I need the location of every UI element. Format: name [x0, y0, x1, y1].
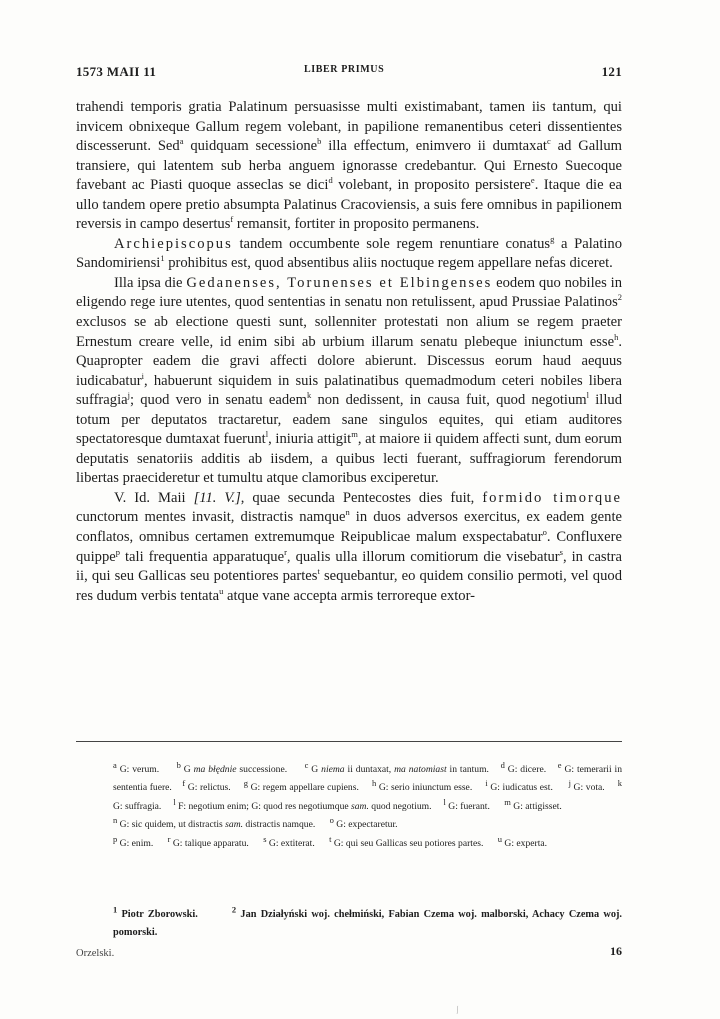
footnote-b: $^b$ G ma błędnie successione.	[176, 759, 288, 775]
footnote-marker: l	[586, 390, 590, 401]
footnote-g: $^g$ G: regem appellare cupiens.	[243, 778, 359, 794]
footnote-c: $^c$ G niema ii duntaxat, ma natomiast in tantum.	[304, 759, 489, 775]
reference-marker: 1	[160, 253, 165, 264]
footnote-t: $^t$ G: qui seu Gallicas seu potiores partes.	[329, 833, 484, 849]
footnote-marker: e	[530, 175, 535, 186]
signature-author: Orzelski.	[76, 948, 115, 959]
footnote-divider	[76, 741, 622, 742]
footnote-marker: h	[614, 331, 619, 342]
footnote-marker: k	[306, 390, 312, 401]
footnote-l: $^l$ F: negotium enim; G: quod res negotiumque sam. quod negotium.	[173, 796, 432, 812]
footnote-j: $^j$ G: vota.	[568, 778, 605, 794]
footnote-marker: t	[317, 566, 320, 577]
footnote-m: $^m$ G: attigisset.	[504, 796, 562, 812]
signature-line	[76, 944, 622, 962]
running-header	[76, 60, 622, 84]
footnote-f: $^f$ G: relictus.	[182, 778, 231, 794]
spaced-term: formido timorque	[482, 489, 622, 506]
footnote-p: $^p$ G: enim.	[113, 833, 154, 849]
footnote-l2: $^l$ G: fuerant.	[443, 796, 490, 812]
footnote-marker: p	[115, 546, 120, 557]
footnote-marker: f	[230, 214, 234, 225]
footnote-r: $^r$ G: talique apparatu.	[167, 833, 249, 849]
page-number: 121	[601, 64, 622, 79]
footnote-h: $^h$ G: serio iniunctum esse.	[371, 778, 473, 794]
footnote-d: $^d$ G: dicere.	[500, 759, 547, 775]
editorial-date: [11. V.]	[193, 489, 241, 506]
spaced-term: Archiepiscopus	[114, 235, 233, 252]
footnote-marker: b	[317, 136, 322, 147]
footnote-a: $^a$ G: verum.	[113, 759, 160, 775]
footnote-marker: l	[265, 429, 269, 440]
editorial-references	[113, 906, 622, 941]
paragraph-4: V. Id. Maii [11. V.], quae secunda Pentecostes dies fuit, formido timorque cunctorum mentes invasit, distractis namque$^n$ in duos adversos exercitus, ex eadem gente conflatos, omnibus certamen extremumque Reipublicae malum exspectabatur$^o$. Confluxere quippe$^p$ tali frequentia apparatuque$^r$, qualis ulla illorum comitiorum die visebatur$^s$, in castra ii, qui seu Gallicas seu potentiores partes$^t$ sequebantur, eo quidem consilio permoti, vel quod res dudum verbis tentata$^u$ atque vane accepta armis terroreque extor-	[76, 489, 623, 604]
paragraph-3: Illa ipsa die Gedanenses, Torunenses et Elbingenses eodem quo nobiles in eligendo rege iure utentes, quod sententias in senatu non retulissent, apud Prussiae Palatinos$^2$ exclusos se ab electione questi sunt, sollenniter protestati non alium se regem praeter Ernestum creare velle, id enim sibi ab urbium illarum senatu plebeque iniunctum esse$^h$. Quapropter eadem die gravi affecti dolore abierunt. Discessus eorum haud aequus iudicabatur$^i$, habuerunt siquidem in suis palatinatibus quemadmodum ceteri nobiles libera suffragia$^j$; quod vero in senatu eadem$^k$ non dedissent, in causa fuit, quod negotium$^l$ illud totum per deputatos tractaretur, eadem sane singulos equites, qui etiam auditores spectatoresque dumtaxat fuerunt$^l$, iniuria attigit$^m$, at maiore ii quidem affecti sunt, dum eorum deputatis senatoriis additis ab iisdem, a quibus lecti fuerant, suffragiorum ferendorum libertas praecideretur et tumultu atque clamoribus exciperetur.	[76, 274, 622, 487]
footnote-o: $^o$ G: expectaretur.	[329, 815, 398, 831]
footnote-marker: c	[546, 136, 551, 147]
sheet-number: 16	[610, 944, 622, 958]
paragraph-1: trahendi temporis gratia Palatinum persuasisse multi existimabant, tamen iis tantum, qui invicem obnixeque Gallum regem volebant, in papilione remanentibus ceteri dissentientes discesserunt. Sed$^a$ quidquam secessione$^b$ illa effectum, enimvero ii dumtaxat$^c$ ad Gallum transiere, qui latentem sub herba anguem ignorasse credebantur. Qui Ernesto Suecoque favebant ac Piasti quoque asseclas se dici$^d$ volebant, in proposito persistere$^e$. Itaque die ea ullo tandem opere pretio absumpta Palatinus Cracoviensis, a suis fere omnibus in papilionem reversis in campo desertus$^f$ remansit, fortiter in proposito permanens.	[76, 99, 622, 233]
reference-1: $^1$ Piotr Zborowski.	[113, 904, 198, 920]
footnote-i: $^i$ G: iudicatus est.	[485, 778, 553, 794]
spaced-term: Gedanenses, Torunenses et Elbingenses	[186, 274, 493, 291]
header-book-title: LIBER PRIMUS	[304, 64, 385, 75]
footnote-marker: i	[141, 370, 145, 381]
footnote-n: $^n$ G: sic quidem, ut distractis sam. distractis namque.	[113, 815, 316, 831]
footnote-u: $^u$ G: experta.	[497, 833, 548, 849]
footnote-marker: a	[179, 136, 184, 147]
paragraph-2: Archiepiscopus tandem occumbente sole regem renuntiare conatus$^g$ a Palatino Sandomiriensi$^1$ prohibitus est, quod absentibus aliis noctuque regem appellare nefas diceret.	[76, 233, 622, 272]
footnote-marker: d	[328, 175, 333, 186]
reference-2: $^2$ Jan Działyński woj. chełmiński, Fabian Czema woj. malborski, Achacy Czema woj. pomorski.	[113, 904, 623, 938]
reference-marker: 2	[617, 292, 622, 303]
footnote-marker: u	[219, 585, 224, 596]
footnote-marker: g	[550, 233, 555, 244]
critical-apparatus	[113, 761, 622, 853]
footnote-e: $^e$ G: temerarii in sententia fuere.	[113, 759, 622, 794]
footnote-marker: m	[351, 429, 358, 440]
footnote-s: $^s$ G: extiterat.	[263, 833, 315, 849]
footnote-marker: o	[542, 527, 547, 538]
footnote-k: $^k$ G: suffragia.	[113, 778, 623, 812]
stray-pen-mark: ⁄	[454, 1005, 462, 1016]
footnote-marker: n	[345, 507, 350, 518]
footnote-marker: j	[127, 390, 130, 401]
footnote-marker: r	[284, 546, 287, 557]
footnote-marker: s	[559, 546, 563, 557]
header-year-date: 1573 MAII 11	[76, 64, 157, 79]
main-text	[76, 98, 622, 606]
